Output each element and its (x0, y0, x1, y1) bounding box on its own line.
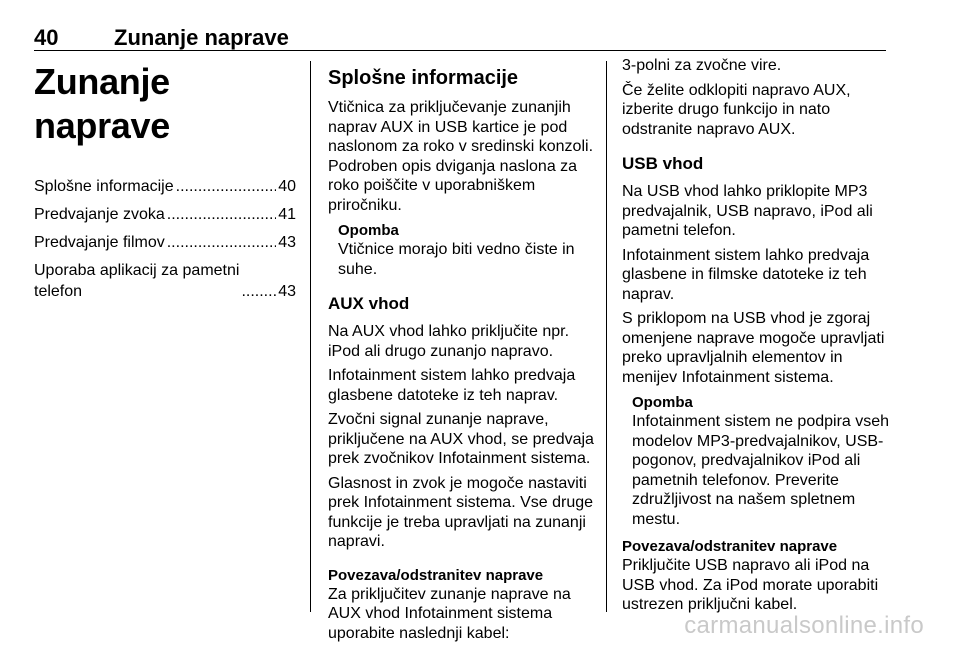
column-3 (622, 56, 890, 620)
toc-entry-page: 41 (278, 206, 296, 223)
toc-entry-title: Predvajanje filmov (34, 234, 165, 251)
note-box (338, 221, 594, 279)
general-paragraph: Vtičnica za priključevanje zunanjih naprav AUX in USB kartice je pod naslonom za roko v sredinski konzoli. Podroben opis dviganja naslona za roko poiščite v uporabniškem priročniku. (328, 99, 594, 214)
section-heading-general: Splošne informacije (328, 67, 519, 89)
page-header (34, 25, 886, 51)
toc-entry-title: Predvajanje zvoka (34, 206, 165, 223)
toc-entry-title: Uporaba aplikacij za pametni telefon (34, 262, 240, 300)
toc-entry[interactable] (34, 232, 296, 253)
toc-entry[interactable] (34, 176, 296, 197)
chapter-title: Zunanje naprave (34, 61, 170, 146)
connect-usb-paragraph: Priključite USB napravo ali iPod na USB vhod. Za iPod morate uporabiti ustrezen priključni kabel. (622, 557, 879, 613)
aux-paragraph-3: Zvočni signal zunanje naprave, priključene na AUX vhod, se predvaja prek zvočnikov Infotainment sistema. (328, 411, 594, 467)
section-heading-usb: USB vhod (622, 154, 704, 173)
note-box (632, 393, 890, 529)
note-text: Infotainment sistem ne podpira vseh modelov MP3-predvajalnikov, USB-pogonov, predvajalnikov iPod ali pametnih telefonov. Preverite združljivost na našem spletnem mestu. (632, 413, 890, 528)
header-divider (34, 50, 886, 51)
usb-paragraph-2: Infotainment sistem lahko predvaja glasbene in filmske datoteke iz teh naprav. (622, 246, 870, 303)
toc-leader-dots (167, 204, 276, 225)
subheading-connect-usb: Povezava/odstranitev naprave (622, 538, 838, 555)
connect-aux-paragraph: Za priključitev zunanje naprave na AUX vhod Infotainment sistema uporabite naslednji kabel: (328, 585, 571, 642)
toc-entry[interactable] (34, 204, 296, 225)
toc-leader-dots (241, 281, 276, 302)
toc-entry-page: 43 (278, 283, 296, 300)
aux-paragraph-4: Glasnost in zvok je mogoče nastaviti prek Infotainment sistema. Vse druge funkcije je treba upravljati na zunanji napravi. (328, 474, 594, 550)
column-1 (34, 56, 296, 309)
column-divider-1 (310, 61, 311, 612)
aux-paragraph-2: Infotainment sistem lahko predvaja glasbene datoteke iz teh naprav. (328, 367, 576, 404)
toc-leader-dots (167, 232, 276, 253)
toc-entry-title: Splošne informacije (34, 178, 174, 195)
note-title: Opomba (338, 222, 399, 239)
toc-entry-page: 43 (278, 234, 296, 251)
column-divider-2 (606, 61, 607, 612)
aux-continued-paragraph-2: Če želite odklopiti napravo AUX, izberite drugo funkcijo in nato odstranite napravo AUX. (622, 81, 851, 138)
page-number: 40 (34, 25, 59, 50)
note-title: Opomba (632, 394, 693, 411)
usb-paragraph-1: Na USB vhod lahko priklopite MP3 predvajalnik, USB napravo, iPod ali pametni telefon. (622, 183, 873, 239)
subheading-connect-aux: Povezava/odstranitev naprave (328, 566, 544, 584)
usb-paragraph-3: S priklopom na USB vhod je zgoraj omenjene naprave mogoče upravljati preko upravljalnih elementov in menijev Infotainment sistema. (622, 310, 885, 386)
toc-entry[interactable] (34, 260, 296, 302)
toc-leader-dots (176, 176, 277, 197)
column-2 (328, 56, 594, 648)
section-heading-aux: AUX vhod (328, 294, 410, 313)
table-of-contents (34, 176, 296, 302)
running-title: Zunanje naprave (114, 25, 289, 50)
toc-entry-page: 40 (278, 178, 296, 195)
aux-continued-paragraph-1: 3-polni za zvočne vire. (622, 57, 782, 74)
note-text: Vtičnice morajo biti vedno čiste in suhe. (338, 241, 575, 278)
watermark: carmanualsonline.info (684, 612, 924, 639)
aux-paragraph-1: Na AUX vhod lahko priključite npr. iPod ali drugo zunanjo napravo. (328, 323, 570, 360)
